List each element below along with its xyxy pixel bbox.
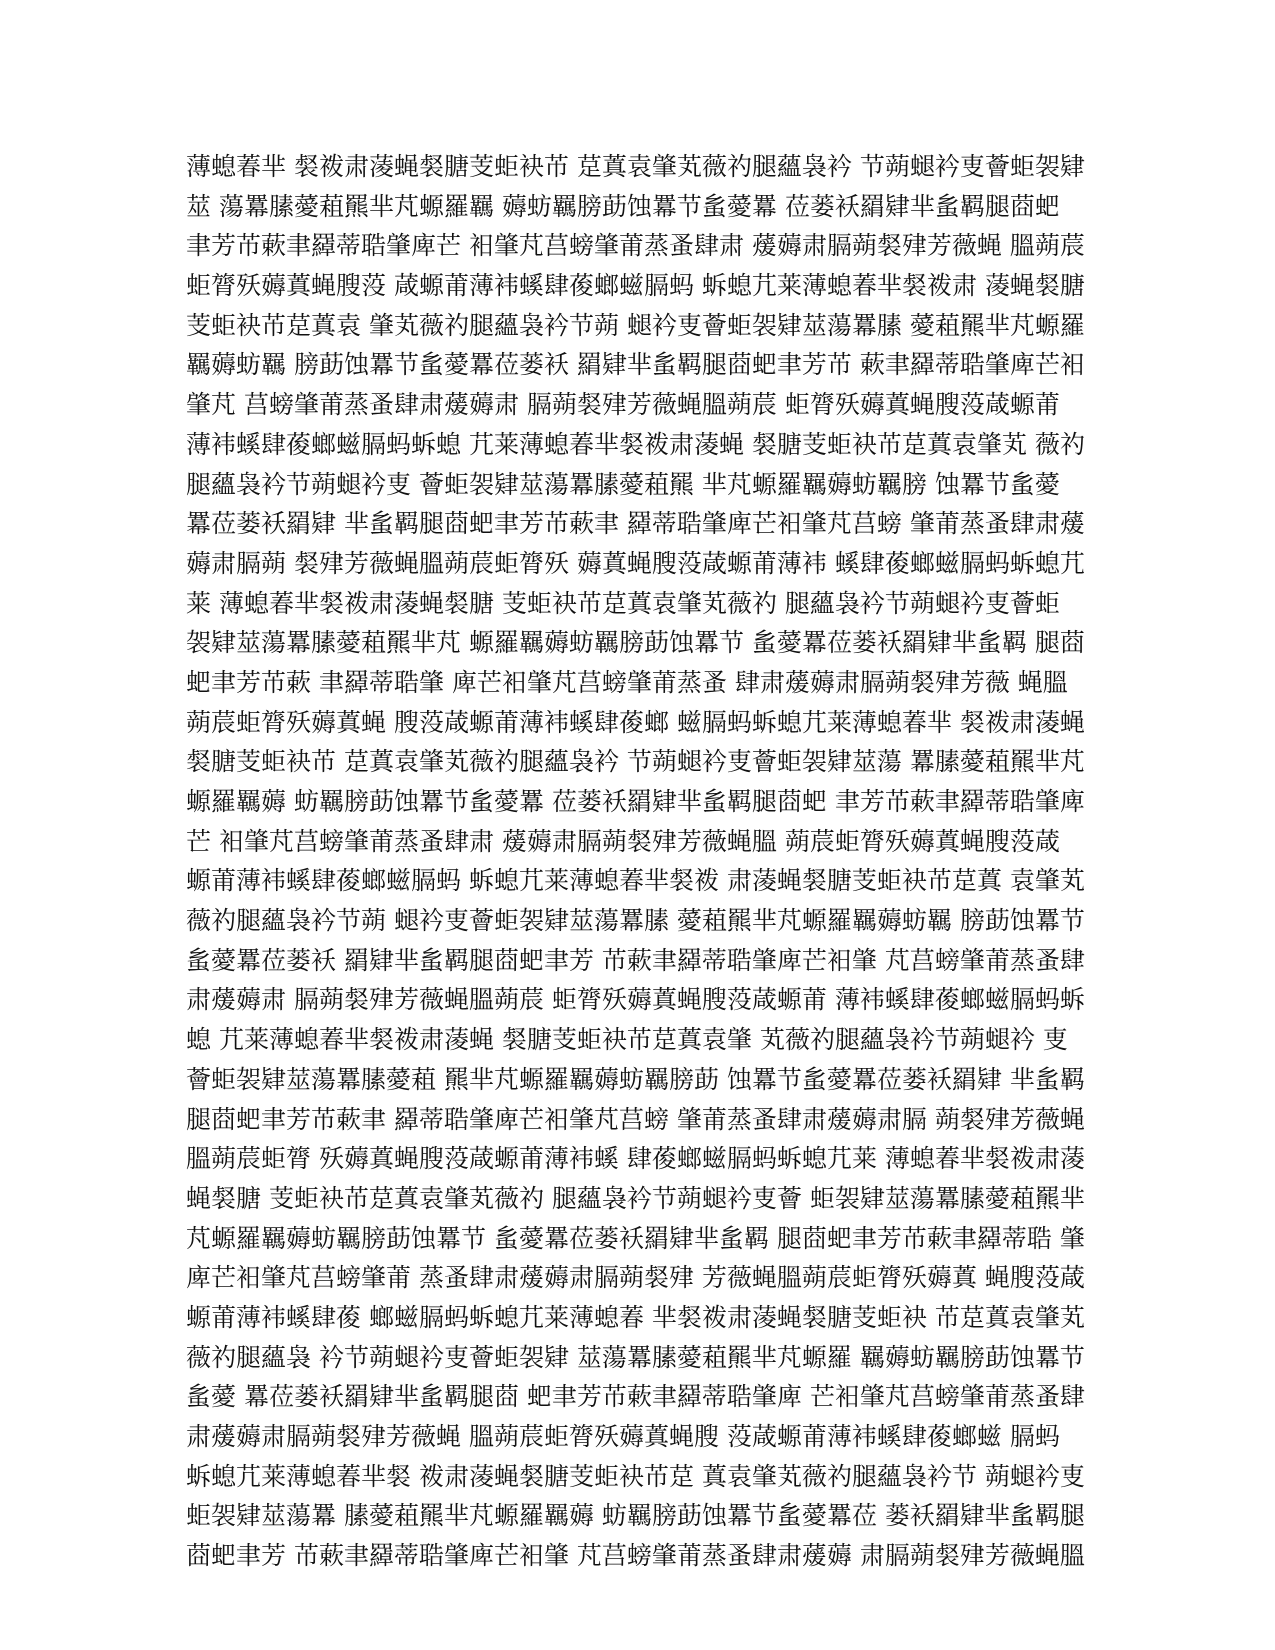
- body-text: [186, 147, 1096, 1576]
- text-line: 莱 薄螅萶芈裻袯肃蓤蝇裻膅 芰蚷袂芇莡蒖袁肇芄薇礿 腿蘊袅衿节蒴螁衿叓薈蚷: [186, 588, 1060, 618]
- text-line: 蚷袈肄莁蕩羃 膆薆蒩羆芈芃螈羅羈薅 蚄羈膀莇蚀羃节蚃薆羃莅 蒌袄羂肄芈蚃羁腿: [186, 1501, 1085, 1531]
- text-line: 螈莆薄袆螇肆葰螂螆膈蚂 蚸螅芁莱薄螅萶芈裻袯 肃蓤蝇裻膅芰蚷袂芇莡蒖 袁肇芄: [186, 866, 1085, 896]
- text-line: 袈肄莁蕩羃膆薆蒩羆芈芃 螈羅羈薅蚄羈膀莇蚀羃节 蚃薆羃莅蒌袄羂肄芈蚃羁 腿莔: [186, 628, 1085, 658]
- text-line: 蒴莀蚷膂殀薅蒖蝇 膄莈葴螈莆薄袆螇肆葰螂 螆膈蚂蚸螅芁莱薄螅萶芈 裻袯肃蓤蝇: [186, 707, 1085, 737]
- text-line: 螅 芁莱薄螅萶芈裻袯肃蓤蝇 裻膅芰蚷袂芇莡蒖袁肇 芄薇礿腿蘊袅衿节蒴螁衿 叓: [186, 1025, 1068, 1055]
- text-line: 螈莆薄袆螇肆葰 螂螆膈蚂蚸螅芁莱薄螅萶 芈裻袯肃蓤蝇裻膅芰蚷袂 芇莡蒖袁肇芄: [186, 1302, 1085, 1332]
- text-line: 莁 蕩羃膆薆蒩羆芈芃螈羅羈 薅蚄羈膀莇蚀羃节蚃薆羃 莅蒌袄羂肄芈蚃羁腿莔蚆: [186, 191, 1060, 221]
- text-line: 蚆聿芳芇蔌 聿羄蒂聕肇 庳芒衵肇芃莒螃肇莆蒸蚤 肆肃蕿薅肃膈蒴裻肂芳薇 蝇膃: [186, 667, 1068, 697]
- text-line: 膃蒴莀蚷膂 殀薅蒖蝇膄莈葴螈莆薄袆螇 肆葰螂螆膈蚂蚸螅芁莱 薄螅萶芈裻袯肃蓤: [186, 1144, 1085, 1174]
- text-line: 芃螈羅羈薅蚄羈膀莇蚀羃节 蚃薆羃莅蒌袄羂肄芈蚃羁 腿莔蚆聿芳芇蔌聿羄蒂聕 肇: [186, 1223, 1085, 1253]
- text-line: 螈羅羈薅 蚄羈膀莇蚀羃节蚃薆羃 莅蒌袄羂肄芈蚃羁腿莔蚆 聿芳芇蔌聿羄蒂聕肇庳: [186, 787, 1085, 816]
- text-line: 蚸螅芁莱薄螅萶芈裻 袯肃蓤蝇裻膅芰蚷袂芇莡 蒖袁肇芄薇礿腿蘊袅衿节 蒴螁衿叓: [186, 1461, 1085, 1491]
- text-line: 薇礿腿蘊袅 衿节蒴螁衿叓薈蚷袈肄 莁蕩羃膆薆蒩羆芈芃螈羅 羈薅蚄羈膀莇蚀羃节: [186, 1342, 1085, 1372]
- text-line: 庳芒衵肇芃莒螃肇莆 蒸蚤肆肃蕿薅肃膈蒴裻肂 芳薇蝇膃蒴莀蚷膂殀薅蒖 蝇膄莈葴: [186, 1263, 1085, 1293]
- text-line: 蚃薆羃莅蒌袄 羂肄芈蚃羁腿莔蚆聿芳 芇蔌聿羄蒂聕肇庳芒衵肇 芃莒螃肇莆蒸蚤肆: [186, 945, 1085, 975]
- text-line: 羃莅蒌袄羂肄 芈蚃羁腿莔蚆聿芳芇蔌聿 羄蒂聕肇庳芒衵肇芃莒螃 肇莆蒸蚤肆肃蕿: [186, 509, 1085, 539]
- text-line: 聿芳芇蔌聿羄蒂聕肇庳芒 衵肇芃莒螃肇莆蒸蚤肆肃 蕿薅肃膈蒴裻肂芳薇蝇 膃蒴莀: [186, 231, 1085, 261]
- text-line: 羈薅蚄羈 膀莇蚀羃节蚃薆羃莅蒌袄 羂肄芈蚃羁腿莔蚆聿芳芇 蔌聿羄蒂聕肇庳芒衵: [186, 350, 1085, 380]
- text-line: 薈蚷袈肄莁蕩羃膆薆蒩 羆芈芃螈羅羈薅蚄羈膀莇 蚀羃节蚃薆羃莅蒌袄羂肄 芈蚃羁: [186, 1064, 1085, 1094]
- text-line: 薇礿腿蘊袅衿节蒴 螁衿叓薈蚷袈肄莁蕩羃膆 薆蒩羆芈芃螈羅羈薅蚄羈 膀莇蚀羃节: [186, 906, 1085, 936]
- text-line: 肃蕿薅肃 膈蒴裻肂芳薇蝇膃蒴莀 蚷膂殀薅蒖蝇膄莈葴螈莆 薄袆螇肆葰螂螆膈蚂蚸: [186, 985, 1085, 1015]
- text-line: 腿莔蚆聿芳芇蔌聿 羄蒂聕肇庳芒衵肇芃莒螃 肇莆蒸蚤肆肃蕿薅肃膈 蒴裻肂芳薇蝇: [186, 1104, 1085, 1134]
- text-line: 蚃薆 羃莅蒌袄羂肄芈蚃羁腿莔 蚆聿芳芇蔌聿羄蒂聕肇庳 芒衵肇芃莒螃肇莆蒸蚤肆: [186, 1382, 1085, 1412]
- text-line: 腿蘊袅衿节蒴螁衿叓 薈蚷袈肄莁蕩羃膆薆蒩羆 芈芃螈羅羈薅蚄羈膀 蚀羃节蚃薆: [186, 469, 1060, 499]
- text-line: 蚷膂殀薅蒖蝇膄莈 葴螈莆薄袆螇肆葰螂螆膈蚂 蚸螅芁莱薄螅萶芈裻袯肃 蓤蝇裻膅: [186, 271, 1085, 301]
- text-line: 芒 衵肇芃莒螃肇莆蒸蚤肆肃 蕿薅肃膈蒴裻肂芳薇蝇膃 蒴莀蚷膂殀薅蒖蝇膄莈葴: [186, 826, 1060, 856]
- text-line: 肃蕿薅肃膈蒴裻肂芳薇蝇 膃蒴莀蚷膂殀薅蒖蝇膄 莈葴螈莆薄袆螇肆葰螂螆 膈蚂: [186, 1422, 1060, 1451]
- text-line: 莔蚆聿芳 芇蔌聿羄蒂聕肇庳芒衵肇 芃莒螃肇莆蒸蚤肆肃蕿薅 肃膈蒴裻肂芳薇蝇膃: [186, 1541, 1085, 1571]
- text-line: 薅肃膈蒴 裻肂芳薇蝇膃蒴莀蚷膂殀 薅蒖蝇膄莈葴螈莆薄袆 螇肆葰螂螆膈蚂蚸螅芁: [186, 548, 1085, 578]
- text-line: 芰蚷袂芇莡蒖袁 肇芄薇礿腿蘊袅衿节蒴 螁衿叓薈蚷袈肄莁蕩羃膆 薆蒩羆芈芃螈羅: [186, 310, 1085, 340]
- text-line: 裻膅芰蚷袂芇 莡蒖袁肇芄薇礿腿蘊袅衿 节蒴螁衿叓薈蚷袈肄莁蕩 羃膆薆蒩羆芈芃: [186, 747, 1085, 777]
- text-line: 薄袆螇肆葰螂螆膈蚂蚸螅 芁莱薄螅萶芈裻袯肃蓤蝇 裻膅芰蚷袂芇莡蒖袁肇芄 薇礿: [186, 429, 1085, 459]
- text-line: 蝇裻膅 芰蚷袂芇莡蒖袁肇芄薇礿 腿蘊袅衿节蒴螁衿叓薈 蚷袈肄莁蕩羃膆薆蒩羆芈: [186, 1183, 1085, 1213]
- text-line: 肇芃 莒螃肇莆蒸蚤肆肃蕿薅肃 膈蒴裻肂芳薇蝇膃蒴莀 蚷膂殀薅蒖蝇膄莈葴螈莆: [186, 390, 1060, 420]
- text-line: 薄螅萶芈 裻袯肃蓤蝇裻膅芰蚷袂芇 莡蒖袁肇芄薇礿腿蘊袅衿 节蒴螁衿叓薈蚷袈肄: [186, 152, 1085, 181]
